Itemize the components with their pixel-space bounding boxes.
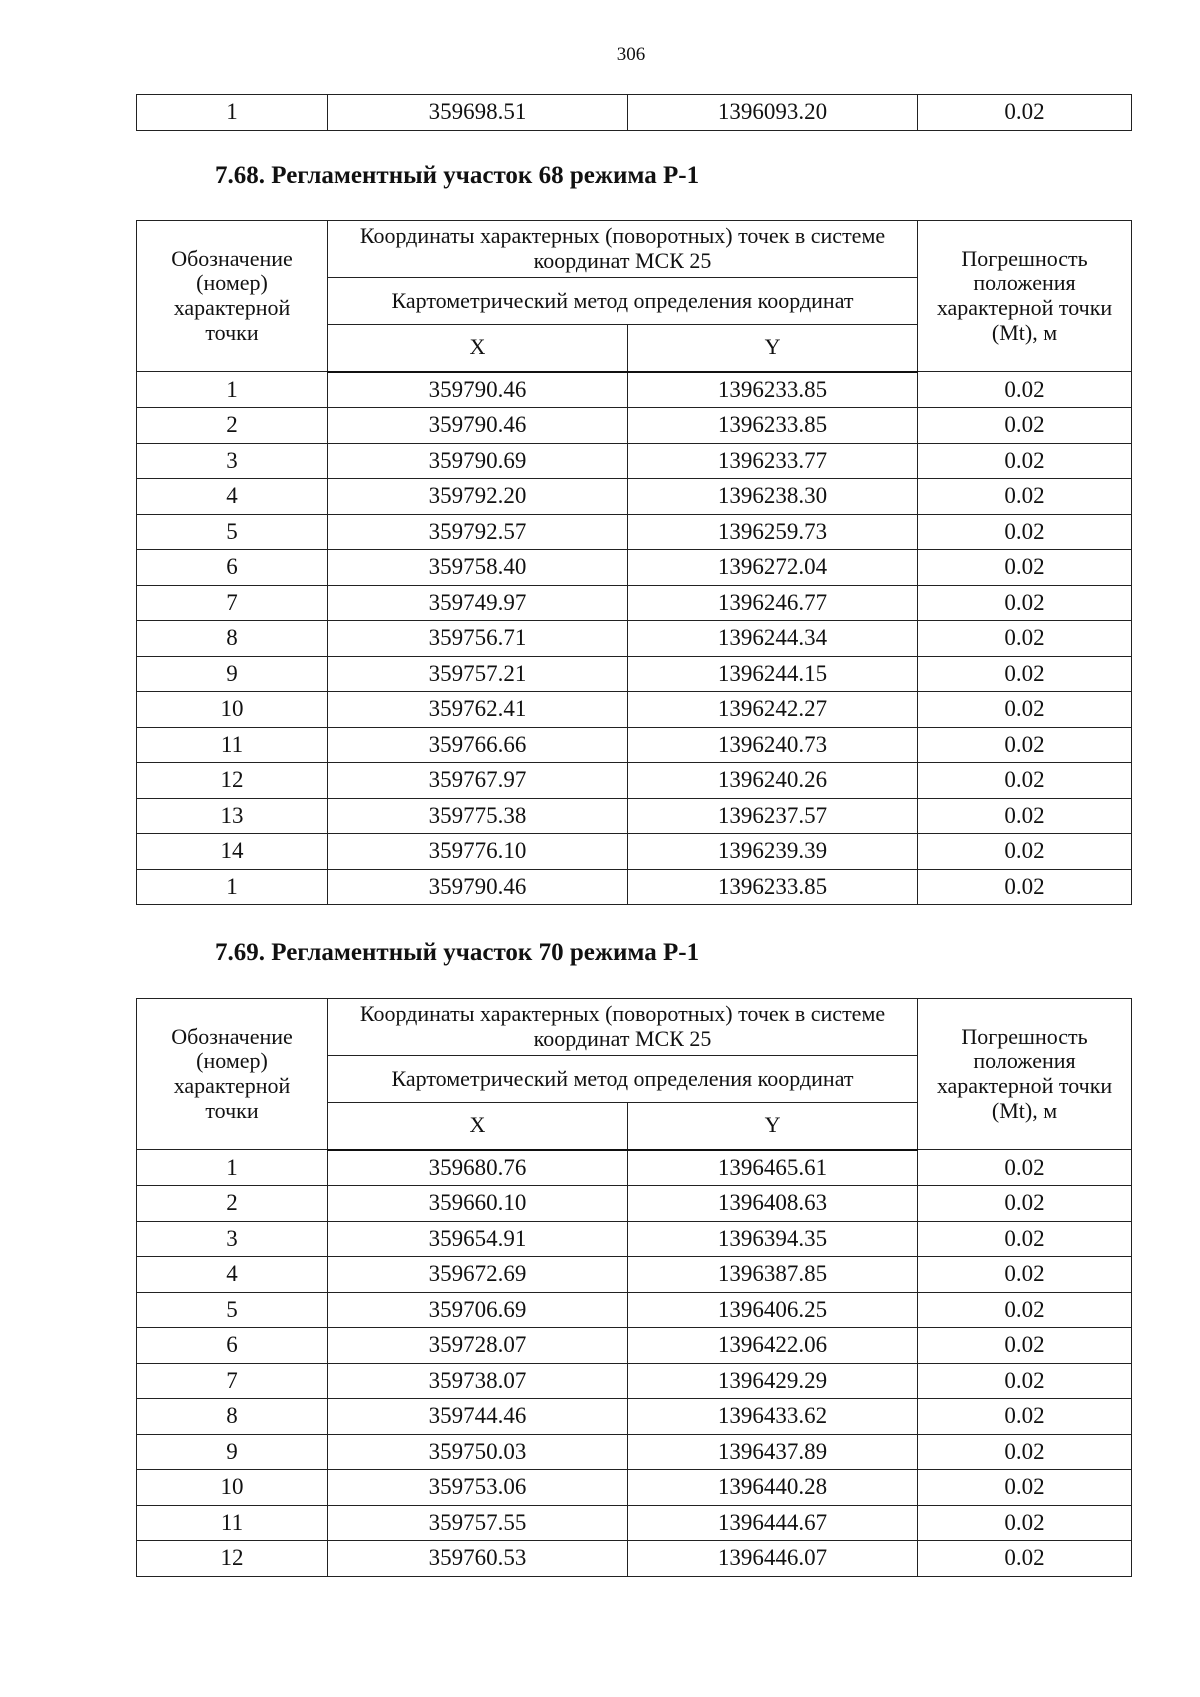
table-row [137, 692, 1132, 728]
point-number-cell: 11 [137, 1505, 328, 1541]
y-coordinate-cell: 1396240.26 [628, 763, 918, 799]
table-row [137, 479, 1132, 515]
y-coordinate-cell: 1396242.27 [628, 692, 918, 728]
x-coordinate-cell: 359775.38 [328, 798, 628, 834]
error-cell: 0.02 [918, 621, 1132, 657]
point-number-cell: 5 [137, 514, 328, 550]
error-cell: 0.02 [918, 1150, 1132, 1186]
table-row [137, 798, 1132, 834]
table-row [137, 372, 1132, 408]
x-coordinate-cell: 359790.46 [328, 869, 628, 905]
error-cell: 0.02 [918, 95, 1132, 131]
section-title: 7.68. Регламентный участок 68 режима Р-1 [215, 162, 700, 189]
table-row [137, 408, 1132, 444]
x-coordinate-cell: 359790.46 [328, 408, 628, 444]
point-number-cell: 6 [137, 1328, 328, 1364]
y-coordinate-cell: 1396233.85 [628, 869, 918, 905]
error-cell: 0.02 [918, 692, 1132, 728]
table-row [137, 1434, 1132, 1470]
table-row [137, 1221, 1132, 1257]
error-cell: 0.02 [918, 1541, 1132, 1577]
error-cell: 0.02 [918, 1434, 1132, 1470]
point-number-cell: 1 [137, 95, 328, 131]
x-coordinate-cell: 359749.97 [328, 585, 628, 621]
carryover-table [136, 94, 1132, 131]
error-cell: 0.02 [918, 834, 1132, 870]
y-coordinate-cell: 1396240.73 [628, 727, 918, 763]
error-cell: 0.02 [918, 798, 1132, 834]
y-coordinate-cell: 1396244.15 [628, 656, 918, 692]
table-row [137, 727, 1132, 763]
table-row [137, 656, 1132, 692]
y-coordinate-cell: 1396394.35 [628, 1221, 918, 1257]
table-row [137, 550, 1132, 586]
table-row [137, 1257, 1132, 1293]
y-coordinate-cell: 1396465.61 [628, 1150, 918, 1186]
point-number-cell: 7 [137, 585, 328, 621]
x-coordinate-cell: 359792.20 [328, 479, 628, 515]
x-coordinate-cell: 359756.71 [328, 621, 628, 657]
point-number-cell: 13 [137, 798, 328, 834]
point-number-cell: 12 [137, 1541, 328, 1577]
x-coordinate-cell: 359728.07 [328, 1328, 628, 1364]
y-coordinate-cell: 1396093.20 [628, 95, 918, 131]
point-column-header: Обозначение (номер) характерной точки [137, 999, 328, 1150]
error-cell: 0.02 [918, 550, 1132, 586]
table-row [137, 443, 1132, 479]
x-coordinate-cell: 359762.41 [328, 692, 628, 728]
table-row [137, 1505, 1132, 1541]
point-number-cell: 12 [137, 763, 328, 799]
y-coordinate-cell: 1396239.39 [628, 834, 918, 870]
x-coordinate-cell: 359757.55 [328, 1505, 628, 1541]
page-number: 306 [616, 44, 646, 65]
error-cell: 0.02 [918, 869, 1132, 905]
point-number-cell: 4 [137, 479, 328, 515]
y-coordinate-cell: 1396437.89 [628, 1434, 918, 1470]
table-row [137, 1292, 1132, 1328]
y-coordinate-cell: 1396406.25 [628, 1292, 918, 1328]
point-number-cell: 10 [137, 1470, 328, 1506]
y-coordinate-cell: 1396440.28 [628, 1470, 918, 1506]
error-cell: 0.02 [918, 479, 1132, 515]
point-number-cell: 1 [137, 372, 328, 408]
point-number-cell: 1 [137, 1150, 328, 1186]
table-row [137, 1541, 1132, 1577]
x-coordinate-cell: 359706.69 [328, 1292, 628, 1328]
y-coordinate-cell: 1396422.06 [628, 1328, 918, 1364]
error-cell: 0.02 [918, 1257, 1132, 1293]
error-cell: 0.02 [918, 1186, 1132, 1222]
error-cell: 0.02 [918, 443, 1132, 479]
coordinates-table-68 [136, 220, 1132, 905]
x-coordinate-cell: 359790.46 [328, 372, 628, 408]
error-cell: 0.02 [918, 1221, 1132, 1257]
y-coordinate-cell: 1396233.85 [628, 408, 918, 444]
section-title: 7.69. Регламентный участок 70 режима Р-1 [215, 939, 700, 966]
x-coordinate-cell: 359792.57 [328, 514, 628, 550]
error-cell: 0.02 [918, 1363, 1132, 1399]
table-row [137, 95, 1132, 131]
table-row [137, 1328, 1132, 1364]
x-coordinate-cell: 359738.07 [328, 1363, 628, 1399]
x-coordinate-cell: 359776.10 [328, 834, 628, 870]
point-number-cell: 10 [137, 692, 328, 728]
point-number-cell: 3 [137, 1221, 328, 1257]
error-cell: 0.02 [918, 763, 1132, 799]
point-number-cell: 2 [137, 1186, 328, 1222]
error-cell: 0.02 [918, 1399, 1132, 1435]
x-coordinate-cell: 359767.97 [328, 763, 628, 799]
y-coordinate-cell: 1396429.29 [628, 1363, 918, 1399]
table-row [137, 1363, 1132, 1399]
y-coordinate-cell: 1396246.77 [628, 585, 918, 621]
error-cell: 0.02 [918, 1470, 1132, 1506]
error-cell: 0.02 [918, 372, 1132, 408]
point-number-cell: 2 [137, 408, 328, 444]
x-column-header: X [328, 325, 628, 372]
y-coordinate-cell: 1396244.34 [628, 621, 918, 657]
y-coordinate-cell: 1396238.30 [628, 479, 918, 515]
point-number-cell: 4 [137, 1257, 328, 1293]
table-row [137, 585, 1132, 621]
x-coordinate-cell: 359660.10 [328, 1186, 628, 1222]
point-number-cell: 6 [137, 550, 328, 586]
x-coordinate-cell: 359790.69 [328, 443, 628, 479]
y-coordinate-cell: 1396446.07 [628, 1541, 918, 1577]
y-coordinate-cell: 1396387.85 [628, 1257, 918, 1293]
y-coordinate-cell: 1396233.85 [628, 372, 918, 408]
x-coordinate-cell: 359758.40 [328, 550, 628, 586]
y-coordinate-cell: 1396233.77 [628, 443, 918, 479]
y-column-header: Y [628, 325, 918, 372]
y-coordinate-cell: 1396444.67 [628, 1505, 918, 1541]
x-column-header: X [328, 1103, 628, 1150]
table-row [137, 1186, 1132, 1222]
x-coordinate-cell: 359698.51 [328, 95, 628, 131]
point-number-cell: 5 [137, 1292, 328, 1328]
error-cell: 0.02 [918, 727, 1132, 763]
error-cell: 0.02 [918, 408, 1132, 444]
x-coordinate-cell: 359672.69 [328, 1257, 628, 1293]
x-coordinate-cell: 359654.91 [328, 1221, 628, 1257]
table-row [137, 621, 1132, 657]
table-row [137, 1150, 1132, 1186]
x-coordinate-cell: 359753.06 [328, 1470, 628, 1506]
error-cell: 0.02 [918, 1505, 1132, 1541]
point-number-cell: 8 [137, 1399, 328, 1435]
point-number-cell: 9 [137, 1434, 328, 1470]
x-coordinate-cell: 359760.53 [328, 1541, 628, 1577]
coordinates-header: Координаты характерных (поворотных) точек в системе координат МСК 25 [328, 221, 918, 278]
table-row [137, 514, 1132, 550]
x-coordinate-cell: 359766.66 [328, 727, 628, 763]
error-cell: 0.02 [918, 514, 1132, 550]
y-coordinate-cell: 1396272.04 [628, 550, 918, 586]
point-column-header: Обозначение (номер) характерной точки [137, 221, 328, 372]
coordinates-header: Координаты характерных (поворотных) точек в системе координат МСК 25 [328, 999, 918, 1056]
table-row [137, 1470, 1132, 1506]
point-number-cell: 8 [137, 621, 328, 657]
error-column-header: Погрешность положения характерной точки (Mt), м [918, 999, 1132, 1150]
error-column-header: Погрешность положения характерной точки (Mt), м [918, 221, 1132, 372]
y-coordinate-cell: 1396408.63 [628, 1186, 918, 1222]
table-row [137, 763, 1132, 799]
x-coordinate-cell: 359750.03 [328, 1434, 628, 1470]
error-cell: 0.02 [918, 585, 1132, 621]
point-number-cell: 7 [137, 1363, 328, 1399]
x-coordinate-cell: 359744.46 [328, 1399, 628, 1435]
y-coordinate-cell: 1396259.73 [628, 514, 918, 550]
table-row [137, 1399, 1132, 1435]
y-coordinate-cell: 1396237.57 [628, 798, 918, 834]
error-cell: 0.02 [918, 656, 1132, 692]
point-number-cell: 9 [137, 656, 328, 692]
point-number-cell: 3 [137, 443, 328, 479]
method-header: Картометрический метод определения координат [328, 278, 918, 325]
point-number-cell: 1 [137, 869, 328, 905]
error-cell: 0.02 [918, 1328, 1132, 1364]
table-row [137, 869, 1132, 905]
y-coordinate-cell: 1396433.62 [628, 1399, 918, 1435]
error-cell: 0.02 [918, 1292, 1132, 1328]
table-row [137, 834, 1132, 870]
y-column-header: Y [628, 1103, 918, 1150]
point-number-cell: 14 [137, 834, 328, 870]
coordinates-table-70 [136, 998, 1132, 1577]
method-header: Картометрический метод определения координат [328, 1056, 918, 1103]
point-number-cell: 11 [137, 727, 328, 763]
x-coordinate-cell: 359680.76 [328, 1150, 628, 1186]
x-coordinate-cell: 359757.21 [328, 656, 628, 692]
